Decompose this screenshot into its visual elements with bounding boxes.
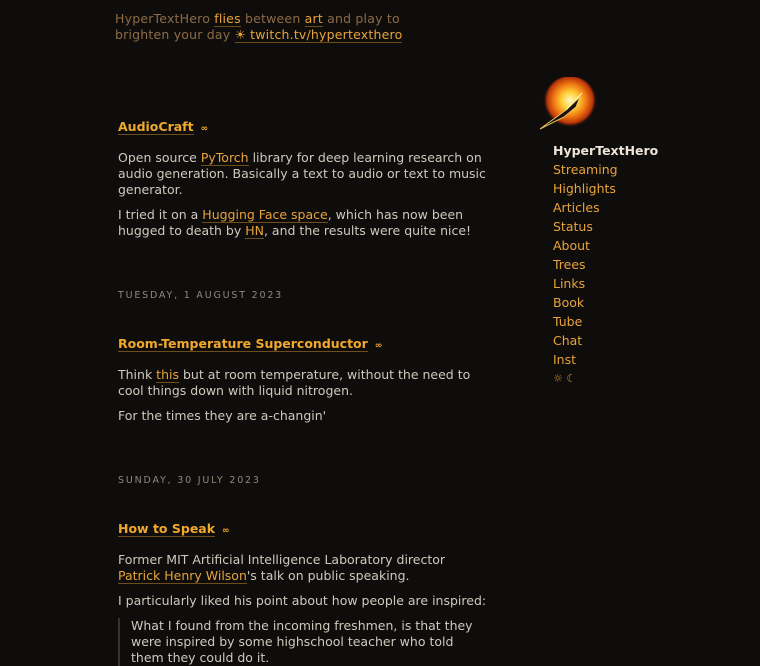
post-date: SUNDAY, 30 JULY 2023 (118, 475, 261, 486)
flaming-comet-logo-icon (536, 77, 598, 133)
post-audiocraft (118, 119, 490, 239)
sidebar-item-links: Links (553, 276, 586, 291)
post-title (118, 521, 490, 539)
post-paragraph: Open source PyTorch library for deep learning research on audio generation. Basically a text to audio or text to music generator. (118, 150, 486, 197)
permalink-icon[interactable]: ∞ (200, 124, 209, 134)
sun-icon: ☀ (234, 27, 246, 42)
sidebar-item-articles: Articles (553, 200, 600, 215)
sidebar-item-about: About (553, 238, 590, 253)
sidebar-item-chat: Chat (553, 333, 583, 348)
sidebar-item-trees: Trees (553, 257, 586, 272)
sidebar-nav (553, 141, 673, 388)
main-content (118, 119, 490, 666)
tagline-art-link[interactable]: art (304, 11, 323, 26)
post-paragraph: Former MIT Artificial Intelligence Laboratory director Patrick Henry Wilson's talk on public speaking. (118, 552, 446, 583)
sidebar-title: HyperTextHero (553, 143, 659, 158)
post-superconductor (118, 336, 490, 424)
sidebar-item-inst: Inst (553, 352, 577, 367)
site-tagline (115, 11, 445, 43)
hn-link[interactable]: HN (245, 223, 264, 238)
hugging-face-link[interactable]: Hugging Face space (202, 207, 328, 222)
post-title (118, 119, 490, 137)
this-link[interactable]: this (156, 367, 179, 382)
sidebar-item-streaming: Streaming (553, 162, 618, 177)
twitch-link[interactable]: ☀ twitch.tv/hypertexthero (234, 27, 403, 42)
post-paragraph: I tried it on a Hugging Face space, which has now been hugged to death by HN, and the results were quite nice! (118, 207, 472, 238)
post-paragraph: I particularly liked his point about how people are inspired: (118, 593, 487, 608)
post-title-link[interactable]: How to Speak (118, 521, 216, 536)
post-title (118, 336, 490, 354)
permalink-icon[interactable]: ∞ (222, 526, 230, 536)
post-quote: What I found from the incoming freshmen, is that they were inspired by some highschool teacher who told them they could do it. (118, 618, 490, 666)
post-paragraph: For the times they are a-changin' (118, 408, 327, 423)
sidebar-item-book: Book (553, 295, 585, 310)
post-title-link[interactable]: Room-Temperature Superconductor (118, 336, 368, 351)
sidebar-item-highlights: Highlights (553, 181, 616, 196)
theme-toggle-icon[interactable]: ☼ ☾ (553, 372, 577, 385)
post-date: TUESDAY, 1 AUGUST 2023 (118, 290, 284, 301)
sidebar-item-tube: Tube (553, 314, 583, 329)
tagline-brand: HyperTextHero (115, 11, 211, 26)
tagline-flies-link[interactable]: flies (214, 11, 241, 26)
post-title-link[interactable]: AudioCraft (118, 119, 194, 134)
tagline-between: between (244, 11, 301, 26)
post-how-to-speak (118, 521, 490, 666)
tagline-rest: and play to brighten your day (115, 11, 400, 42)
site-logo[interactable] (536, 77, 598, 133)
patrick-henry-wilson-link[interactable]: Patrick Henry Wilson (118, 568, 247, 583)
pytorch-link[interactable]: PyTorch (200, 150, 249, 165)
sidebar-item-status: Status (553, 219, 593, 234)
permalink-icon[interactable]: ∞ (374, 341, 383, 351)
post-paragraph: Think this but at room temperature, without the need to cool things down with liquid nitrogen. (118, 367, 471, 398)
